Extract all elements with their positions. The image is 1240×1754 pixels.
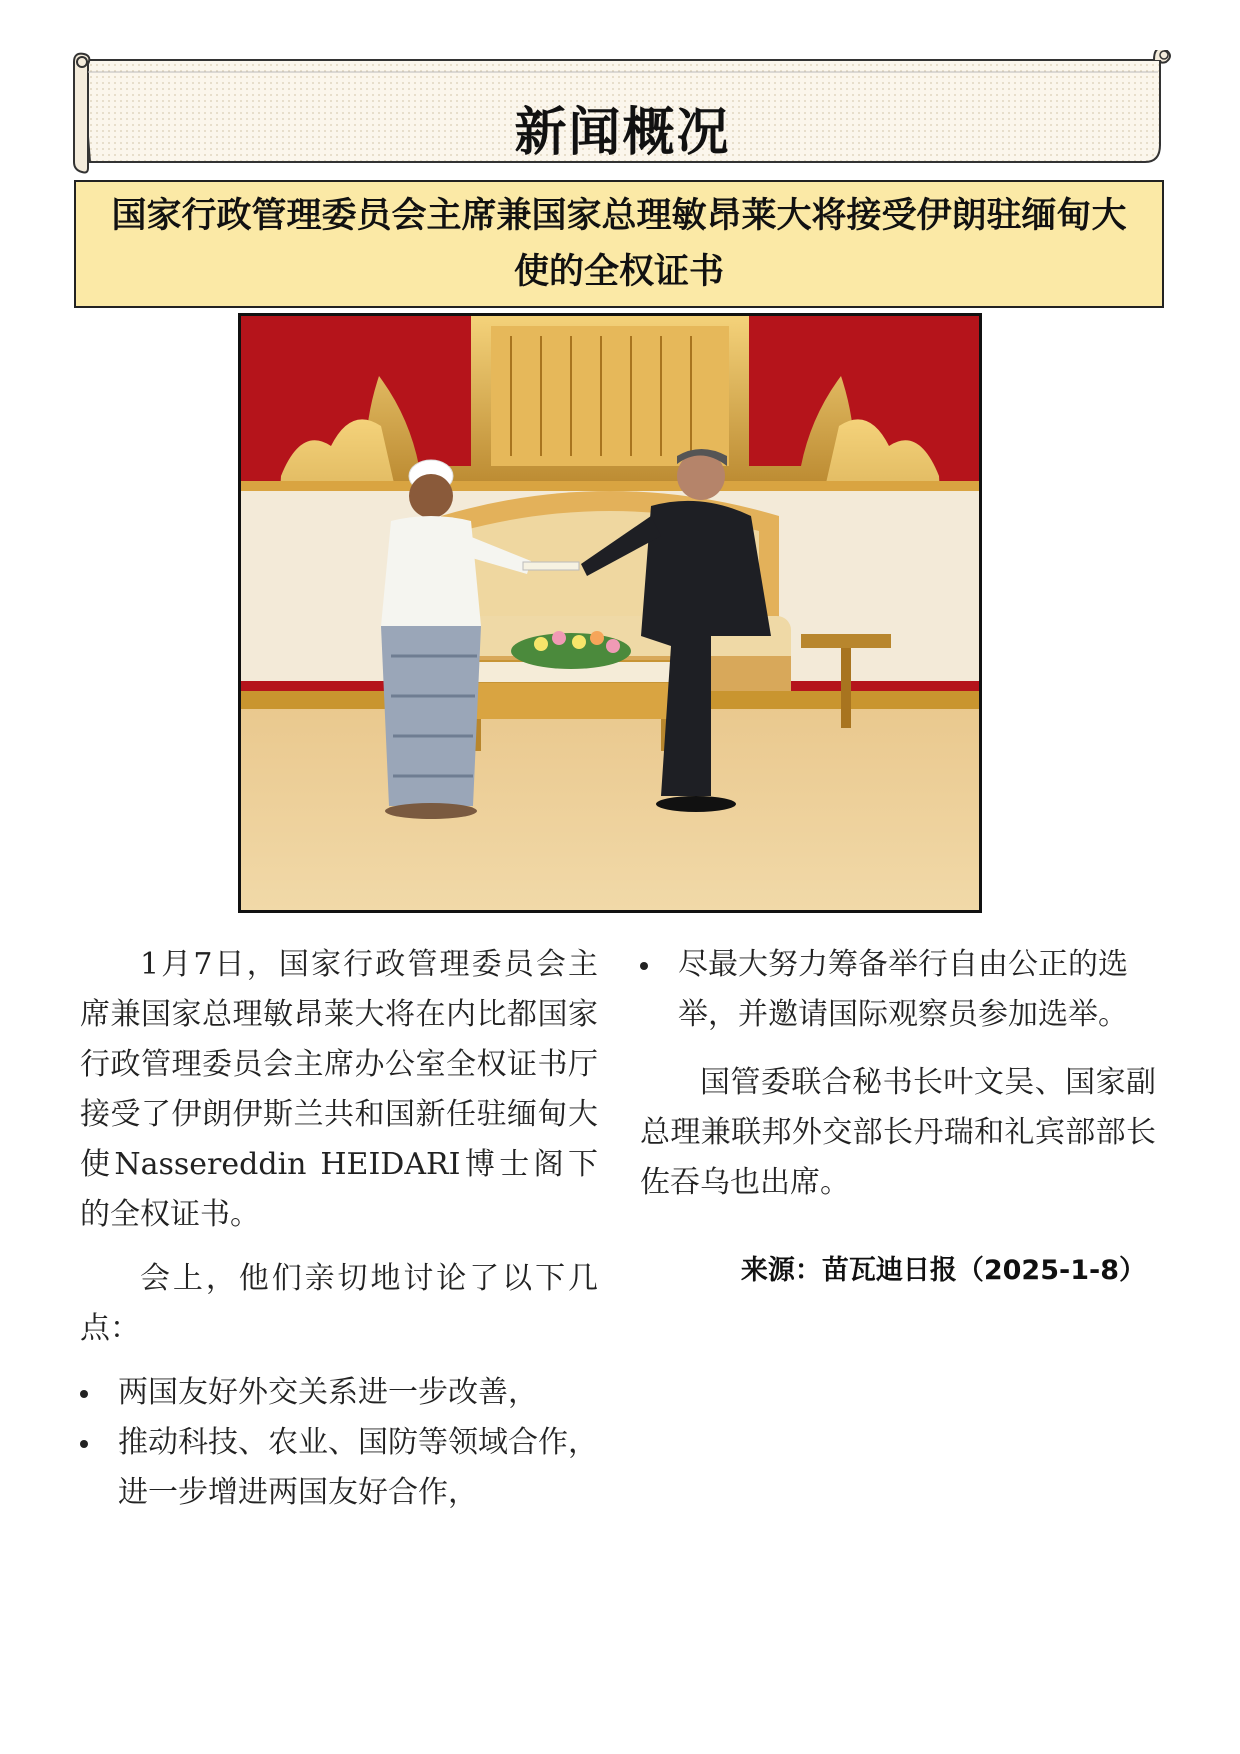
article-left-column (80, 940, 598, 1518)
bullet-icon (80, 1440, 88, 1448)
discussion-points-list (80, 1368, 598, 1518)
bullet-icon (80, 1390, 88, 1398)
list-item (80, 1368, 598, 1418)
bullet-icon (640, 962, 648, 970)
ceremony-photo-illustration (241, 316, 979, 910)
list-item (640, 940, 1156, 1040)
article-paragraph-1: 1月7日，国家行政管理委员会主席兼国家总理敏昂莱大将在内比都国家行政管理委员会主席办公室全权证书厅接受了伊朗伊斯兰共和国新任驻缅甸大使Nassereddin HEIDARI博士阁下的全权证书。 (80, 947, 598, 1232)
article-paragraph-2: 会上，他们亲切地讨论了以下几点： (80, 1261, 598, 1346)
article-source: 来源：苗瓦迪日报（2025-1-8） (740, 1255, 1146, 1286)
list-item-text: 尽最大努力筹备举行自由公正的选举，并邀请国际观察员参加选举。 (678, 947, 1128, 1032)
news-banner (70, 50, 1175, 175)
banner-title: 新闻概况 (514, 103, 731, 163)
article-right-column (640, 940, 1156, 1296)
list-item-text: 推动科技、农业、国防等领域合作，进一步增进两国友好合作， (118, 1425, 598, 1510)
article-photo (238, 313, 982, 913)
discussion-points-list-continued (640, 940, 1156, 1040)
list-item (80, 1418, 598, 1518)
article-headline: 国家行政管理委员会主席兼国家总理敏昂莱大将接受伊朗驻缅甸大使的全权证书 (74, 180, 1164, 308)
list-item-text: 两国友好外交关系进一步改善， (118, 1375, 538, 1410)
article-paragraph-3: 国管委联合秘书长叶文吴、国家副总理兼联邦外交部长丹瑞和礼宾部部长佐吞乌也出席。 (640, 1065, 1156, 1200)
